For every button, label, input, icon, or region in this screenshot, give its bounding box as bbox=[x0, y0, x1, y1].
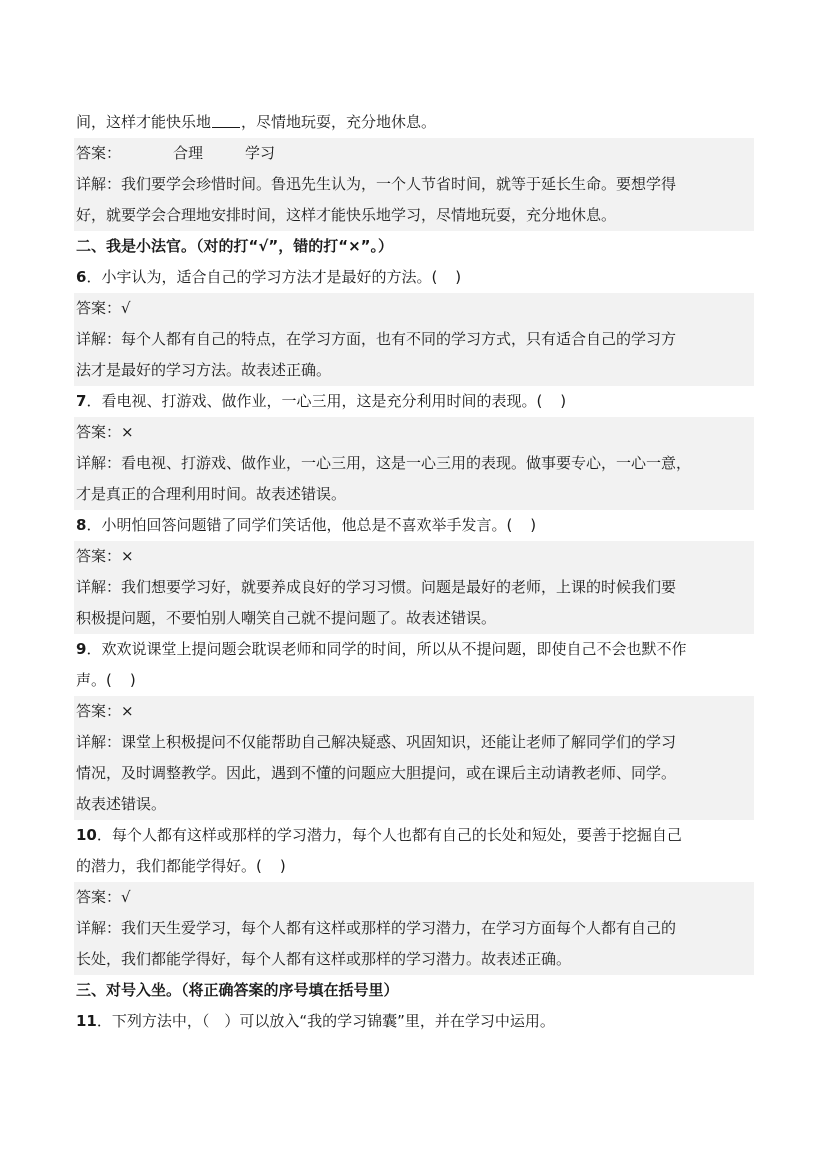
q5-answer-1: 合理 bbox=[173, 144, 204, 162]
q9-answer: 答案：× bbox=[76, 702, 134, 720]
q8-answer-block bbox=[74, 541, 754, 634]
q9-detail-line-2: 情况，及时调整教学。因此，遇到不懂的问题应大胆提问，或在课后主动请教老师、同学。 bbox=[76, 764, 677, 782]
section-3-heading: 三、对号入坐。（将正确答案的序号填在括号里） bbox=[76, 981, 399, 999]
q10-detail-line-1: 详解：我们天生爱学习，每个人都有这样或那样的学习潜力，在学习方面每个人都有自己的 bbox=[76, 919, 677, 937]
q8-detail-line-2: 积极提问题，不要怕别人嘲笑自己就不提问题了。故表述错误。 bbox=[76, 609, 497, 627]
q5-answer-2: 学习 bbox=[245, 144, 276, 162]
q9-question-line-1 bbox=[76, 634, 752, 665]
q5-detail-line-1: 详解：我们要学会珍惜时间。鲁迅先生认为，一个人节省时间，就等于延长生命。要想学得 bbox=[76, 175, 677, 193]
q6-close: ) bbox=[455, 268, 462, 286]
q11-number: 11 bbox=[76, 1012, 97, 1030]
q8-text: ．小明怕回答问题错了同学们笑话他，他总是不喜欢举手发言。( bbox=[86, 516, 513, 534]
q9-detail-line-1: 详解：课堂上积极提问不仅能帮助自己解决疑惑、巩固知识，还能让老师了解同学们的学习 bbox=[76, 733, 677, 751]
q11-question bbox=[76, 1006, 752, 1037]
q6-text: ．小宇认为，适合自己的学习方法才是最好的方法。( bbox=[86, 268, 438, 286]
q9-detail-line-3: 故表述错误。 bbox=[76, 795, 167, 813]
q7-text: ．看电视、打游戏、做作业，一心三用，这是充分利用时间的表现。( bbox=[86, 392, 543, 410]
q6-answer-block bbox=[74, 293, 754, 386]
q8-question bbox=[76, 510, 752, 541]
q6-detail-line-2: 法才是最好的学习方法。故表述正确。 bbox=[76, 361, 332, 379]
q11-text: ．下列方法中，（ ）可以放入“我的学习锦囊”里，并在学习中运用。 bbox=[96, 1012, 555, 1030]
q5-answer-block bbox=[74, 138, 754, 231]
q10-question-line-2 bbox=[76, 851, 752, 882]
q10-answer-block bbox=[74, 882, 754, 975]
q9-close: ) bbox=[129, 671, 136, 689]
q10-question-line-1 bbox=[76, 820, 752, 851]
q7-close: ) bbox=[560, 392, 567, 410]
q5-text-pre: 间，这样才能快乐地 bbox=[76, 113, 212, 131]
q8-close: ) bbox=[530, 516, 537, 534]
q5-text-line bbox=[76, 107, 752, 138]
q10-close: ) bbox=[279, 857, 286, 875]
q10-answer: 答案：√ bbox=[76, 888, 131, 906]
q9-number: 9 bbox=[76, 640, 87, 658]
section-2-heading: 二、我是小法官。（对的打“√”，错的打“×”。） bbox=[76, 237, 394, 255]
q5-answer-label: 答案： bbox=[76, 144, 122, 162]
q6-question bbox=[76, 262, 752, 293]
q8-answer: 答案：× bbox=[76, 547, 134, 565]
q10-text-1: ．每个人都有这样或那样的学习潜力，每个人也都有自己的长处和短处，要善于挖掘自己 bbox=[96, 826, 682, 844]
q5-detail-line-2: 好，就要学会合理地安排时间，这样才能快乐地学习，尽情地玩耍，充分地休息。 bbox=[76, 206, 617, 224]
q7-detail-line-2: 才是真正的合理利用时间。故表述错误。 bbox=[76, 485, 347, 503]
q6-answer: 答案：√ bbox=[76, 299, 131, 317]
q7-number: 7 bbox=[76, 392, 87, 410]
q5-text-post: ，尽情地玩耍，充分地休息。 bbox=[241, 113, 437, 131]
q5-blank bbox=[212, 113, 240, 128]
q7-answer-block bbox=[74, 417, 754, 510]
q8-number: 8 bbox=[76, 516, 87, 534]
q9-question-line-2 bbox=[76, 665, 752, 696]
q9-text-2: 声。( bbox=[76, 671, 112, 689]
q8-detail-line-1: 详解：我们想要学习好，就要养成良好的学习习惯。问题是最好的老师，上课的时候我们要 bbox=[76, 578, 677, 596]
q10-detail-line-2: 长处，我们都能学得好，每个人都有这样或那样的学习潜力。故表述正确。 bbox=[76, 950, 572, 968]
q9-text-1: ．欢欢说课堂上提问题会耽误老师和同学的时间，所以从不提问题，即使自己不会也默不作 bbox=[86, 640, 687, 658]
q9-answer-block bbox=[74, 696, 754, 820]
q7-question bbox=[76, 386, 752, 417]
q10-text-2: 的潜力，我们都能学得好。( bbox=[76, 857, 262, 875]
q10-number: 10 bbox=[76, 826, 97, 844]
q7-detail-line-1: 详解：看电视、打游戏、做作业，一心三用，这是一心三用的表现。做事要专心，一心一意， bbox=[76, 454, 692, 472]
document-content bbox=[76, 107, 752, 1037]
q6-detail-line-1: 详解：每个人都有自己的特点，在学习方面，也有不同的学习方式，只有适合自己的学习方 bbox=[76, 330, 677, 348]
q7-answer: 答案：× bbox=[76, 423, 134, 441]
q6-number: 6 bbox=[76, 268, 87, 286]
q5-answer-line bbox=[76, 138, 752, 169]
